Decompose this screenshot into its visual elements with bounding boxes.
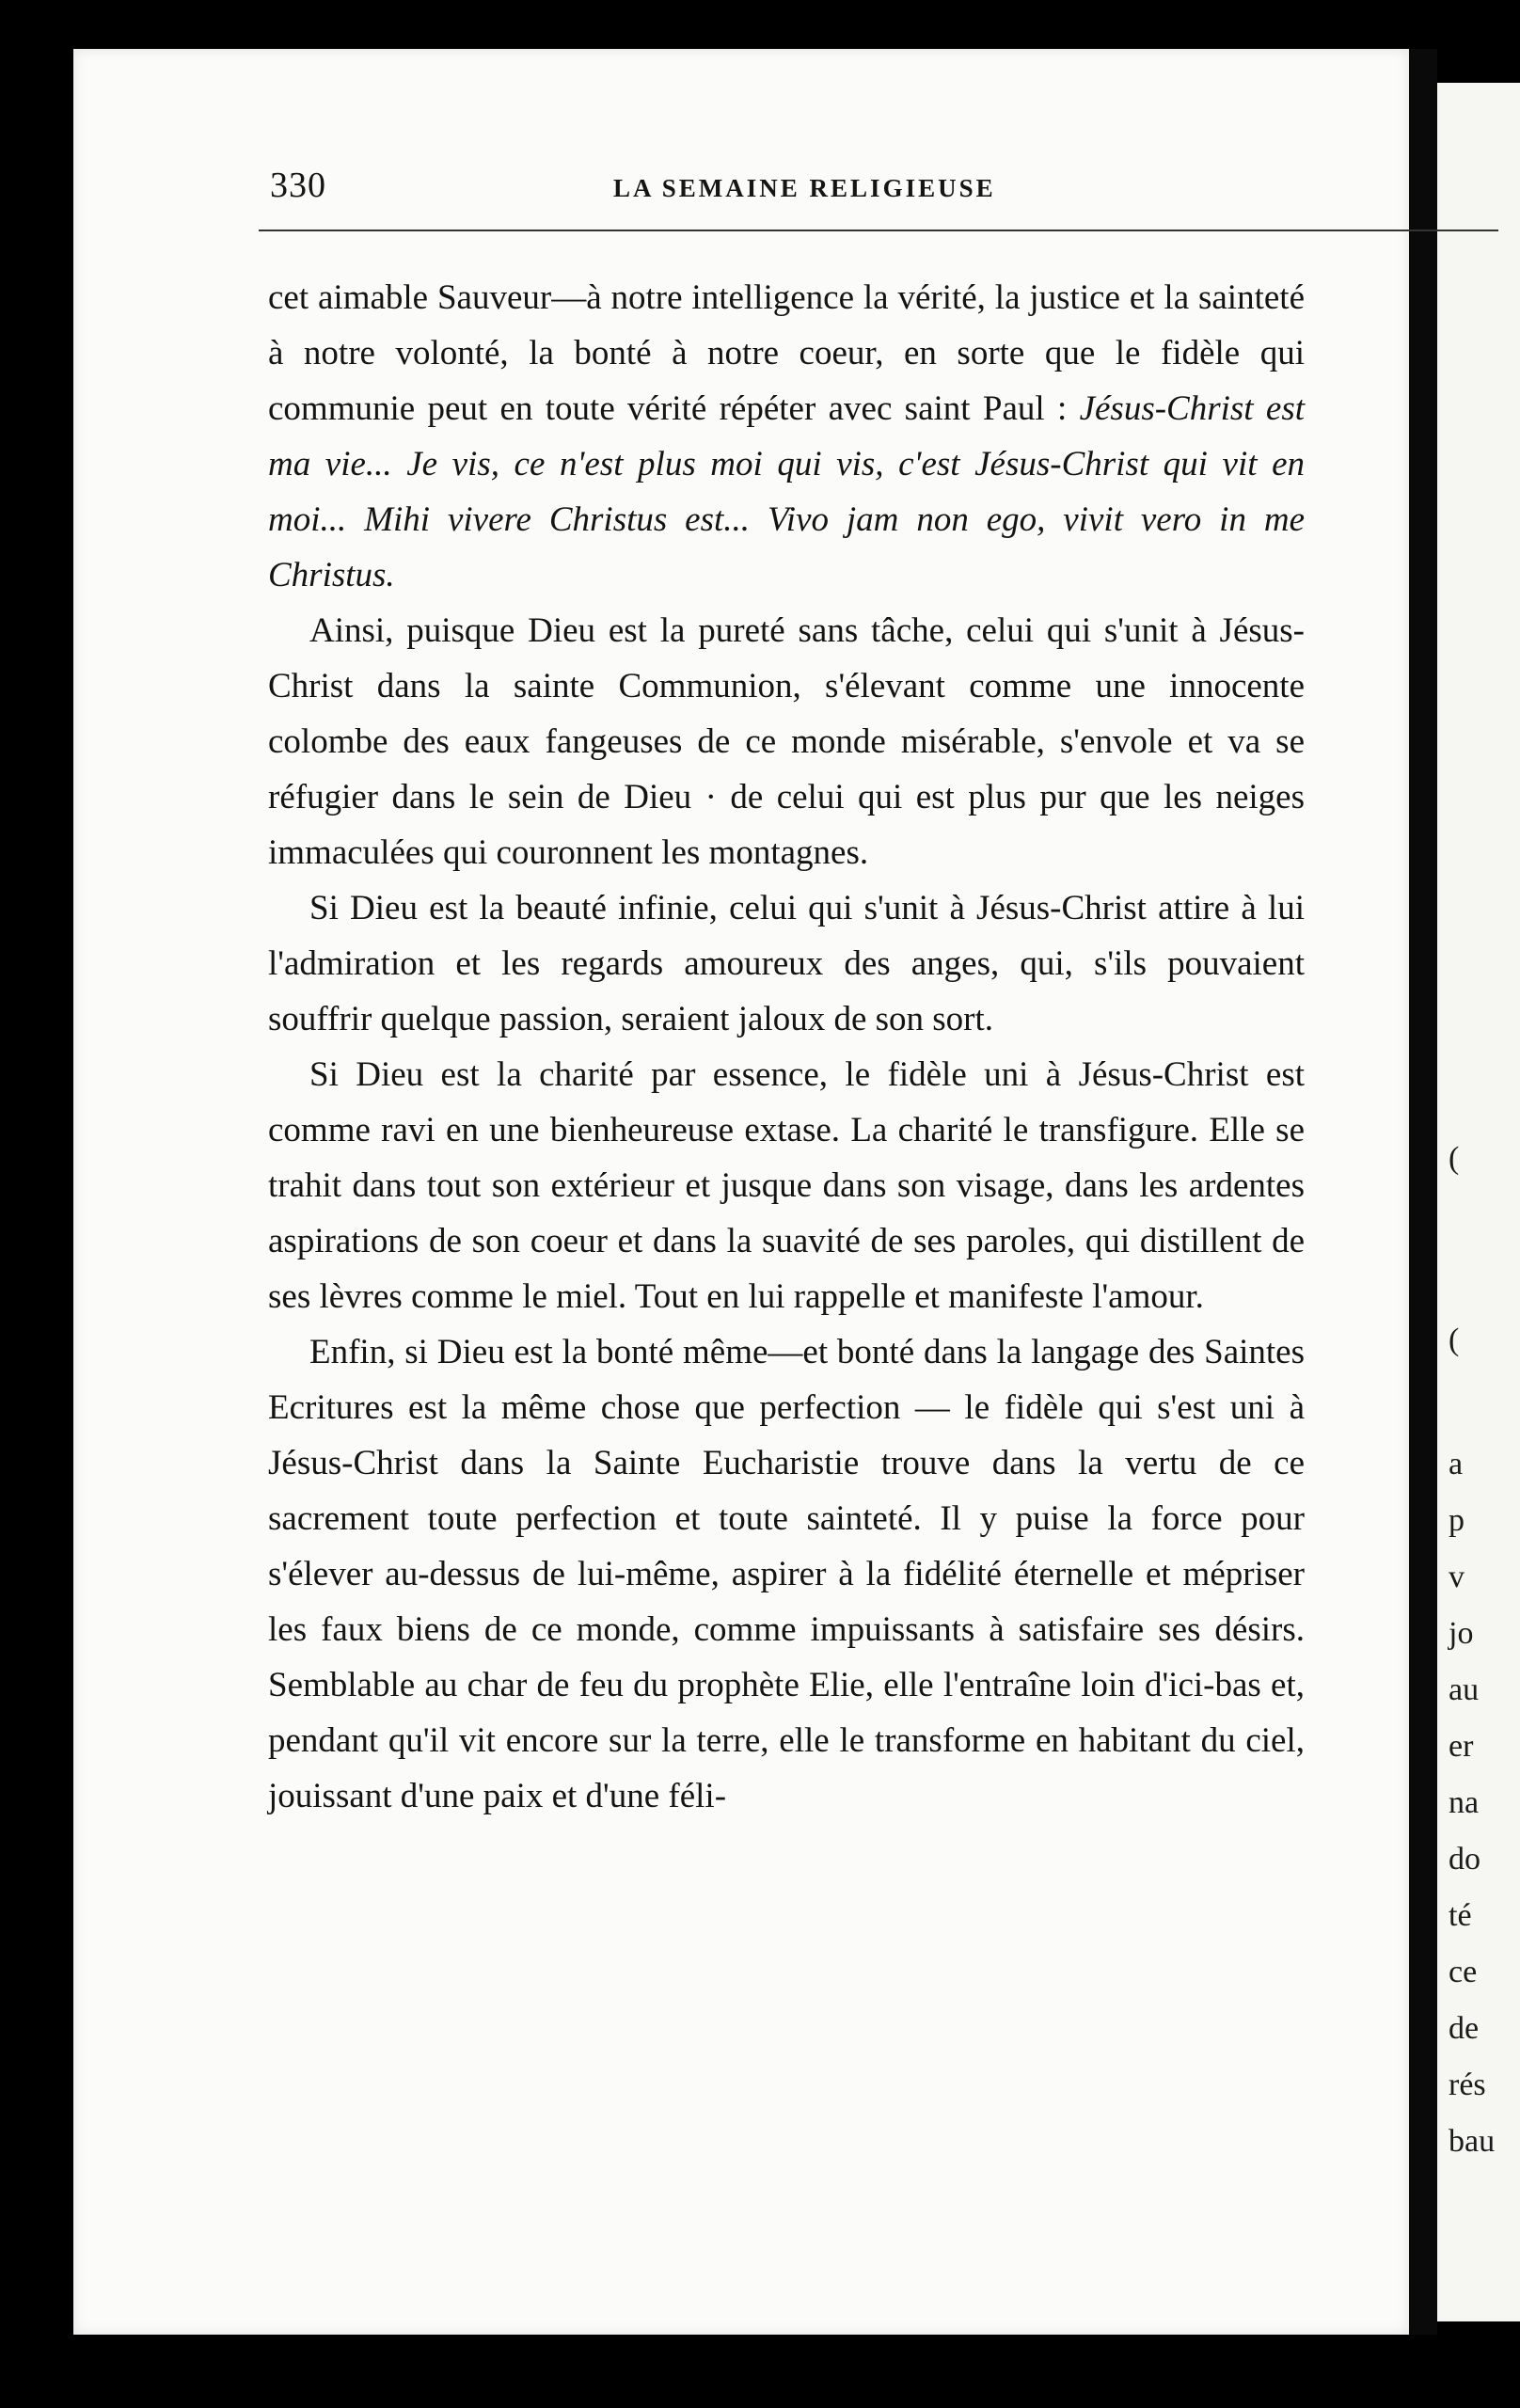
page-header (195, 157, 1300, 232)
facing-page-fragment: ( (1449, 1323, 1460, 1357)
facing-page-fragment: ( (1449, 1141, 1460, 1176)
facing-page-fragment: er (1449, 1729, 1474, 1764)
paragraph: Si Dieu est la beauté infinie, celui qui s'unit à Jésus-Christ attire à lui l'admiration et les regards amoureux des anges, qui, s'ils pouvaient souffrir quelque passion, seraient jaloux de son sort. (268, 889, 1305, 1038)
facing-page-edge (1437, 83, 1520, 2321)
facing-page-fragment: na (1449, 1785, 1480, 1820)
facing-page-fragment: de (1449, 2011, 1480, 2046)
facing-page-fragment: a (1449, 1447, 1464, 1481)
facing-page-fragment: v (1449, 1560, 1465, 1594)
binding-gutter (1409, 49, 1437, 2335)
facing-page-fragment: p (1449, 1503, 1465, 1538)
paragraph-text: cet aimable Sauveur—à notre intelligence la vérité, la justice et la sainteté à notre volonté, la bonté à notre coeur, en sorte que le fidèle qui communie peut en toute vérité répéter avec saint Paul : (268, 278, 1305, 428)
paragraph: Enfin, si Dieu est la bonté même—et bonté dans la langage des Saintes Ecritures est la même chose que perfection — le fidèle qui s'est uni à Jésus-Christ dans la Sainte Eucharistie trouve dans la vertu de ce sacrement toute perfection et toute sainteté. Il y puise la force pour s'élever au-dessus de lui-même, aspirer à la fidélité éternelle et mépriser les faux biens de ce monde, comme impuissants à satisfaire ses désirs. Semblable au char de feu du prophète Elie, elle l'entraîne loin d'ici-bas et, pendant qu'il vit encore sur la terre, elle le transforme en habitant du ciel, jouissant d'une paix et d'une féli- (268, 1333, 1305, 1815)
paragraph: Ainsi, puisque Dieu est la pureté sans tâche, celui qui s'unit à Jésus-Christ dans la sainte Communion, s'élevant comme une innocente colombe des eaux fangeuses de ce monde misérable, s'envole et va se réfugier dans le sein de Dieu · de celui qui est plus pur que les neiges immaculées qui couronnent les montagnes. (268, 611, 1305, 872)
facing-page-fragment: té (1449, 1898, 1472, 1933)
facing-page-fragment: ce (1449, 1955, 1478, 1989)
body-text (268, 270, 1305, 1824)
facing-page-fragment: au (1449, 1672, 1480, 1707)
facing-page-fragment: do (1449, 1842, 1480, 1877)
paragraph: Si Dieu est la charité par essence, le fidèle uni à Jésus-Christ est comme ravi en une bienheureuse extase. La charité le transfigure. Elle se trahit dans tout son extérieur et jusque dans son visage, dans les ardentes aspirations de son coeur et dans la suavité de ses paroles, qui distillent de ses lèvres comme le miel. Tout en lui rappelle et manifeste l'amour. (268, 1055, 1305, 1316)
facing-page-fragment: bau (1449, 2124, 1496, 2159)
running-head: LA SEMAINE RELIGIEUSE (613, 174, 996, 202)
header-rule (259, 230, 1498, 231)
facing-page-fragment: rés (1449, 2067, 1486, 2102)
paragraph (268, 270, 1305, 603)
latin-quotation: Jésus-Christ est ma vie... Je vis, ce n'est plus moi qui vis, c'est Jésus-Christ qui vit en moi... Mihi vivere Christus est... Vivo jam non ego, vivit vero in me Christus. (268, 389, 1305, 594)
facing-page-fragment: jo (1449, 1616, 1474, 1651)
page-number: 330 (270, 166, 326, 205)
